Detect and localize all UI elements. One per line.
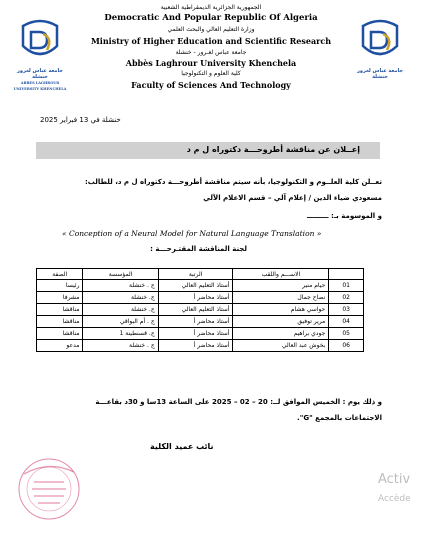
logo-left-subcaption: ABBES LAGHROUR UNIVERSITY KHENCHELA (13, 81, 67, 91)
table-row (37, 280, 364, 292)
defense-location-line: الاجتماعات بالمجمع "G". (297, 414, 382, 422)
member-institution: ج . أم البواقي (83, 316, 158, 328)
header-role: الصفة (37, 269, 83, 280)
table-row (37, 316, 364, 328)
header-name: الاســـم واللقب (233, 269, 329, 280)
header-number (329, 269, 364, 280)
member-role: مناقشا (37, 304, 83, 316)
header-rank: الرتبة (158, 269, 233, 280)
member-rank: أستاذ محاضر أ (158, 316, 233, 328)
republic-arabic: الجمهورية الجزائرية الديمقراطية الشعبية (160, 4, 262, 11)
row-number: 05 (329, 328, 364, 340)
table-header-row (37, 269, 364, 280)
document-date: خنشلة في 13 فبراير 2025 (40, 116, 121, 124)
university-arabic: جامعة عباس لغـرور - خنشلة (175, 49, 247, 56)
defense-date-line: و ذلك يوم : الخميس الموافق لــ: 20 – 02 – 2025 على الساعة 13سا و 30د بقاعـــة (95, 398, 382, 406)
member-institution: ج . خنشلة (83, 280, 158, 292)
member-rank: أستاذ محاضر أ (158, 292, 233, 304)
committee-label: لجنة المناقشة المقتـرحـــة : (150, 245, 247, 253)
thesis-label: و الموسومة بـ: ـــــــــ (307, 212, 382, 220)
member-name: بخوش عبد العالي (233, 340, 329, 352)
student-name-department: مسعودي ضياء الدين / إعلام آلي – قسم الاعلام الآلي (203, 194, 382, 202)
member-institution: ج . خنشلة (83, 340, 158, 352)
table-row (37, 304, 364, 316)
member-role: مناقشا (37, 328, 83, 340)
university-logo-icon (17, 18, 63, 64)
official-stamp-icon (14, 452, 84, 526)
activation-watermark-sub: Accède (378, 494, 411, 504)
member-institution: ج. خنشلة (83, 304, 158, 316)
university-logo-icon (357, 18, 403, 64)
member-rank: أستاذ محاضر أ (158, 340, 233, 352)
table-row (37, 340, 364, 352)
member-name: جودي براهيم (233, 328, 329, 340)
header-institution: المؤسسة (83, 269, 158, 280)
logo-right-caption: جامعة عباس لغرور خنشلة (357, 68, 403, 80)
announcement-title: إعــلان عن مناقشة أطروحـــة دكتوراه ل م د (186, 145, 360, 154)
republic-english: Democratic And Popular Republic Of Algeria (104, 13, 318, 23)
ministry-english: Ministry of Higher Education and Scientific Research (90, 36, 332, 46)
member-rank: أستاذ محاضر أ (158, 328, 233, 340)
member-role: مناقشا (37, 316, 83, 328)
row-number: 01 (329, 280, 364, 292)
member-rank: أستاذ التعليم العالي (158, 304, 233, 316)
table-row (37, 328, 364, 340)
logo-left-caption: جامعة عباس لغرور خنشلة (17, 68, 63, 80)
member-institution: ج. خنشلة (83, 292, 158, 304)
university-english: Abbès Laghrour University Khenchela (125, 58, 297, 68)
activation-watermark: Activ (378, 472, 411, 487)
member-rank: أستاذ التعليم العالي (158, 280, 233, 292)
announcement-line-1: تعــلن كلية العلــوم و التكنولوجيا، بأنه سيتم مناقشة أطروحـــة دكتوراه ل م د، للطالب: (85, 178, 382, 186)
signature-title: نائب عميد الكلية (150, 442, 214, 451)
member-name: حيام منير (233, 280, 329, 292)
member-role: مدعو (37, 340, 83, 352)
faculty-arabic: كلية العلوم و التكنولوجيا (181, 70, 241, 77)
member-role: مشرفا (37, 292, 83, 304)
table-row (37, 292, 364, 304)
ministry-arabic: وزارة التعليم العالي والبحث العلمي (167, 26, 255, 33)
committee-table (36, 268, 364, 352)
row-number: 06 (329, 340, 364, 352)
row-number: 02 (329, 292, 364, 304)
member-name: حواسي هشام (233, 304, 329, 316)
row-number: 04 (329, 316, 364, 328)
thesis-title: « Conception of a Neural Model for Natural Language Translation » (62, 229, 322, 238)
member-role: رئيسا (37, 280, 83, 292)
member-name: نصاح جمال (233, 292, 329, 304)
member-institution: ج. قسنطينة 1 (83, 328, 158, 340)
faculty-english: Faculty of Sciences And Technology (131, 80, 291, 90)
announcement-title-box (36, 142, 380, 159)
member-name: مرير توفيق (233, 316, 329, 328)
row-number: 03 (329, 304, 364, 316)
